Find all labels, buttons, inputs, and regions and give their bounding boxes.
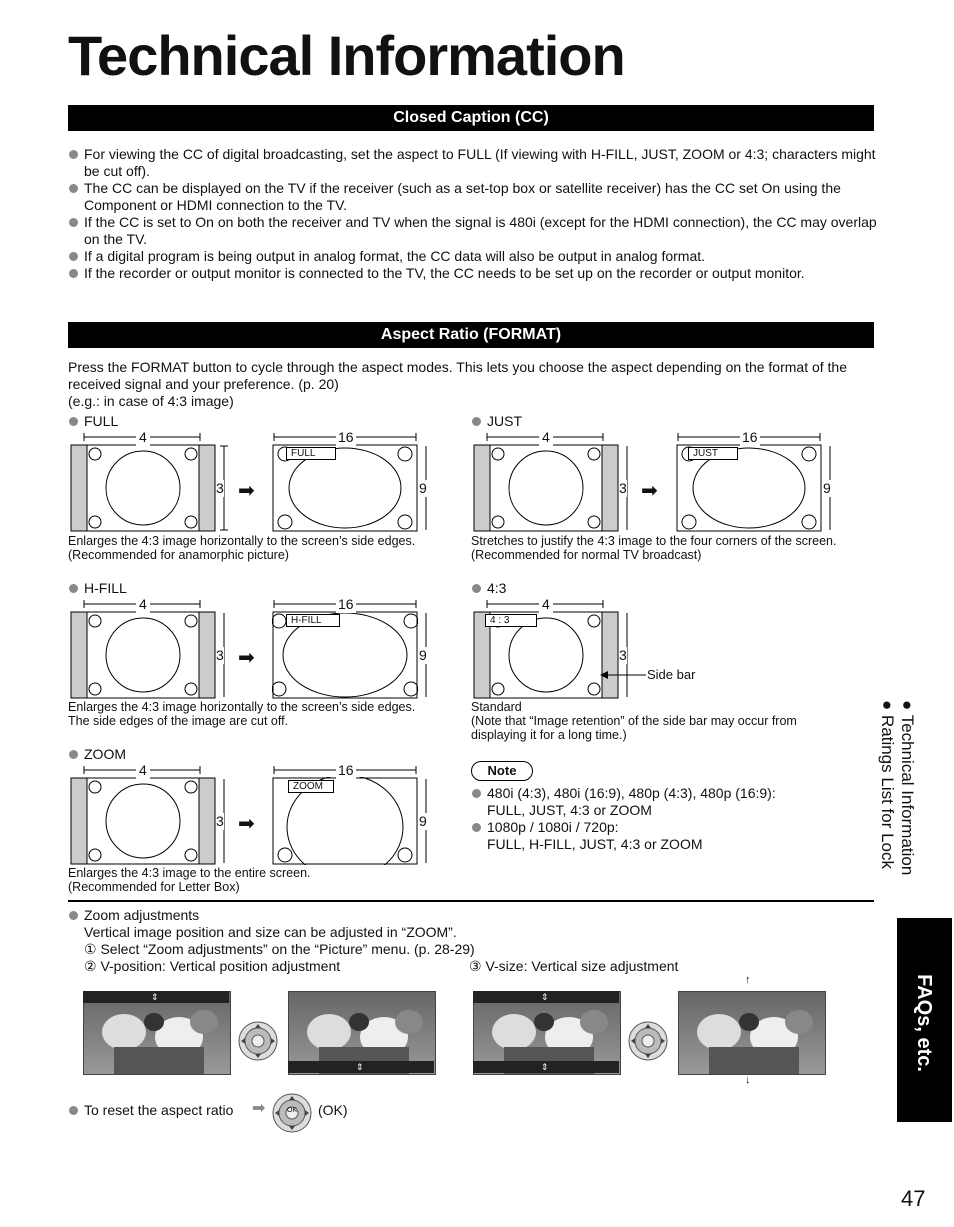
- updown-arrow-icon: ⇕: [151, 992, 159, 1002]
- mode-tag-just: JUST: [688, 447, 738, 460]
- diagram-just-result: [676, 430, 836, 534]
- side-tab-item-label: Technical Information: [898, 714, 917, 876]
- diagram-just-source: [473, 430, 633, 534]
- caption-line: The side edges of the image are cut off.: [68, 714, 289, 728]
- updown-arrow-icon: ⇕: [541, 992, 549, 1002]
- diagram-zoom-source: [70, 763, 230, 867]
- mode-tag-hfill: H-FILL: [286, 614, 340, 627]
- diagram-hfill-source: [70, 597, 230, 701]
- dim-width-4: 4: [136, 429, 150, 446]
- mode-label-zoom: ZOOM: [68, 746, 126, 763]
- cc-bullet-list: [68, 146, 878, 282]
- side-tab-topics: [878, 700, 939, 912]
- aspect-intro: Press the FORMAT button to cycle through the aspect modes. This lets you choose the aspect depending on the format of the received signal and your preference. (p. 20): [68, 359, 847, 392]
- reset-aspect-label: To reset the aspect ratio: [68, 1102, 233, 1119]
- caption-zoom: [68, 866, 468, 894]
- cc-bullet: For viewing the CC of digital broadcasting, set the aspect to FULL (If viewing with H-FILL, JUST, ZOOM or 4:3; characters might be cut off).: [68, 146, 878, 180]
- dim-width-4: 4: [539, 596, 553, 613]
- caption-line: Standard: [471, 700, 522, 714]
- side-tab-item: ● Technical Information: [898, 700, 917, 876]
- zoom-step-2: ② V-position: Vertical position adjustment: [84, 958, 341, 974]
- ok-button-icon: [272, 1093, 312, 1133]
- caption-line: (Note that “Image retention” of the side bar may occur from displaying it for a long time.): [471, 714, 797, 742]
- note-line: FULL, H-FILL, JUST, 4:3 or ZOOM: [487, 836, 703, 852]
- dim-height-3: 3: [619, 647, 627, 663]
- down-arrow-icon: ↓: [745, 1074, 751, 1086]
- side-tab-section: [897, 918, 952, 1122]
- cc-bullet: If the CC is set to On on both the receiver and TV when the signal is 480i (except for the HDMI connection), the CC may overlap on the TV.: [68, 214, 878, 248]
- side-tab-item-label: Ratings List for Lock: [878, 715, 897, 870]
- caption-line: Enlarges the 4:3 image horizontally to the screen’s side edges.: [68, 534, 416, 548]
- arrow-right-icon: ➡: [641, 480, 658, 502]
- mode-label-4-3: 4:3: [471, 580, 506, 597]
- updown-arrow-icon: ⇕: [541, 1062, 549, 1072]
- note-line: 480i (4:3), 480i (16:9), 480p (4:3), 480p (16:9):: [487, 785, 776, 801]
- arrow-right-icon: ➡: [238, 813, 255, 835]
- zoom-photo-before-position: [83, 991, 231, 1075]
- caption-hfill: [68, 700, 468, 728]
- side-bar-label: Side bar: [647, 667, 696, 682]
- note-line: FULL, JUST, 4:3 or ZOOM: [487, 802, 652, 818]
- dim-height-9: 9: [823, 480, 831, 496]
- divider: [68, 900, 874, 902]
- caption-line: (Recommended for anamorphic picture): [68, 548, 289, 562]
- dim-height-3: 3: [216, 813, 224, 829]
- side-tab-section-label: FAQs, etc.: [913, 974, 935, 1072]
- arrow-right-icon: ➡: [238, 480, 255, 502]
- note-line: 1080p / 1080i / 720p:: [487, 819, 619, 835]
- dim-height-3: 3: [619, 480, 627, 496]
- note-list: [471, 785, 851, 853]
- side-tab-item: ● Ratings List for Lock: [878, 700, 897, 870]
- note-badge: Note: [471, 761, 533, 781]
- cc-bullet: The CC can be displayed on the TV if the receiver (such as a set-top box or satellite receiver) has the CC set On using the Component or HDMI connection to the TV.: [68, 180, 878, 214]
- updown-arrow-icon: ⇕: [356, 1062, 364, 1072]
- diagram-full-source: [70, 430, 230, 534]
- aspect-section-header: Aspect Ratio (FORMAT): [68, 322, 874, 348]
- dim-width-16: 16: [742, 429, 758, 445]
- dim-width-16: 16: [338, 596, 354, 612]
- diagram-4-3: [473, 597, 633, 701]
- zoom-photo-after-size: [678, 991, 826, 1075]
- dim-height-9: 9: [419, 813, 427, 829]
- mode-tag-full: FULL: [286, 447, 336, 460]
- page-title: Technical Information: [68, 24, 625, 87]
- dim-height-3: 3: [216, 480, 224, 496]
- caption-full: [68, 534, 468, 562]
- caption-just: [471, 534, 851, 562]
- mode-label-full: FULL: [68, 413, 118, 430]
- caption-line: (Recommended for normal TV broadcast): [471, 548, 702, 562]
- up-arrow-icon: ↑: [745, 974, 751, 986]
- mode-tag-4-3: 4 : 3: [485, 614, 537, 627]
- mode-label-just: JUST: [471, 413, 522, 430]
- mode-tag-zoom: ZOOM: [288, 780, 334, 793]
- note-item: [471, 819, 851, 853]
- ok-key-label: OK: [286, 1107, 298, 1114]
- caption-line: (Recommended for Letter Box): [68, 880, 240, 894]
- caption-line: Enlarges the 4:3 image to the entire screen.: [68, 866, 311, 880]
- cc-section-header: Closed Caption (CC): [68, 105, 874, 131]
- diagram-hfill-result: [272, 597, 432, 701]
- dim-width-4: 4: [136, 762, 150, 779]
- side-bar-pointer-icon: [600, 670, 648, 680]
- dim-height-9: 9: [419, 480, 427, 496]
- caption-4-3: [471, 700, 851, 742]
- caption-line: Enlarges the 4:3 image horizontally to the screen’s side edges.: [68, 700, 416, 714]
- cc-bullet: If the recorder or output monitor is connected to the TV, the CC needs to be set up on the recorder or output monitor.: [68, 265, 878, 282]
- cc-bullet: If a digital program is being output in analog format, the CC data will also be output in analog format.: [68, 248, 878, 265]
- dim-height-3: 3: [216, 647, 224, 663]
- navigation-pad-icon: [238, 1021, 278, 1061]
- zoom-step-3: ③ V-size: Vertical size adjustment: [469, 958, 679, 974]
- dim-width-16: 16: [338, 762, 354, 778]
- ok-label: (OK): [318, 1102, 348, 1118]
- page-number: 47: [901, 1186, 926, 1211]
- arrow-right-icon: ➡: [252, 1100, 266, 1117]
- zoom-adjustments-label: Zoom adjustments: [68, 907, 199, 924]
- mode-label-hfill: H-FILL: [68, 580, 127, 597]
- navigation-pad-icon: [628, 1021, 668, 1061]
- note-item: [471, 785, 851, 819]
- dim-width-4: 4: [136, 596, 150, 613]
- dim-width-16: 16: [338, 429, 354, 445]
- dim-height-9: 9: [419, 647, 427, 663]
- arrow-right-icon: ➡: [238, 647, 255, 669]
- diagram-zoom-result: [272, 763, 432, 867]
- caption-line: Stretches to justify the 4:3 image to the four corners of the screen.: [471, 534, 837, 548]
- diagram-full-result: [272, 430, 432, 534]
- dim-width-4: 4: [539, 429, 553, 446]
- aspect-example: (e.g.: in case of 4:3 image): [68, 393, 234, 409]
- zoom-step-1: ① Select “Zoom adjustments” on the “Picture” menu. (p. 28-29): [84, 941, 475, 957]
- zoom-adjustments-desc: Vertical image position and size can be adjusted in “ZOOM”.: [84, 924, 457, 940]
